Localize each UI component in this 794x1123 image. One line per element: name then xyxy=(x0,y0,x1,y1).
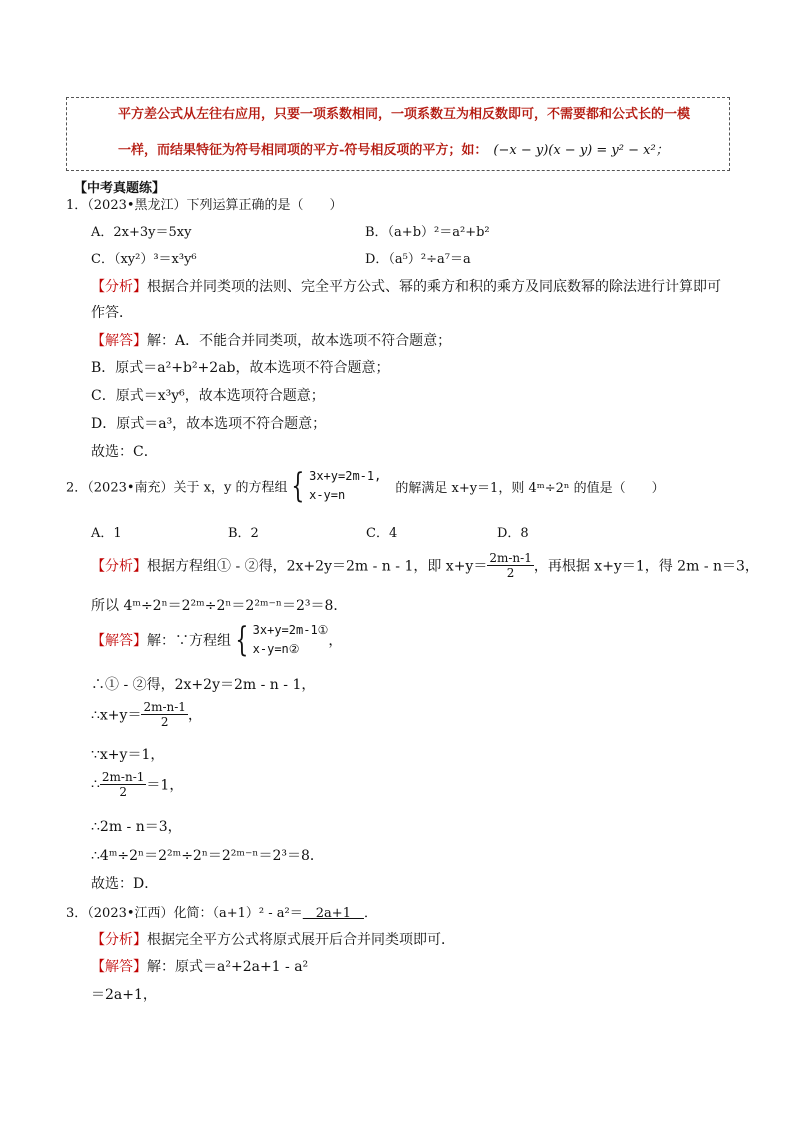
q2-stem-prefix: 2．（2023•南充）关于 x，y 的方程组 xyxy=(66,480,288,496)
q1-answer-tag: 【解答】 xyxy=(91,333,147,349)
q1-option-b: B．（a+b）²＝a²+b² xyxy=(365,225,490,240)
q1-line-b: B．原式＝a²+b²+2ab，故本选项不符合题意； xyxy=(91,360,390,376)
q2-step-4 xyxy=(91,770,183,806)
q2-stem xyxy=(66,467,665,515)
q1-stem: 1．（2023•黑龙江）下列运算正确的是（ ） xyxy=(66,198,343,213)
q1-option-c: C．（xy²）³＝x³y⁶ xyxy=(91,252,197,267)
q3-stem xyxy=(66,902,377,921)
q1-choose: 故选：C． xyxy=(91,444,158,460)
q2-analysis-b: ，再根据 x+y＝1，得 2m - n＝3， xyxy=(533,558,759,575)
q1-answer-a: 解：A．不能合并同类项，故本选项不符合题意； xyxy=(147,333,452,349)
q2-step-6: ∴4ᵐ÷2ⁿ＝2²ᵐ÷2ⁿ＝2²ᵐ⁻ⁿ＝2³＝8． xyxy=(91,848,324,864)
q2-stem-suffix: 的解满足 x+y＝1，则 4ᵐ÷2ⁿ 的值是（ ） xyxy=(395,480,665,496)
fraction-numerator: 2m-n-1 xyxy=(143,700,186,714)
q2-step-5: ∴2m - n＝3， xyxy=(91,819,182,835)
q2-step-4-fraction xyxy=(100,770,147,799)
q3-answer-blank: 2a+1 xyxy=(302,906,364,921)
q2-option-b: B．2 xyxy=(228,526,259,541)
section-title: 【中考真题练】 xyxy=(74,181,166,196)
left-brace: { xyxy=(235,620,249,660)
q2-step-2a: ∴x+y＝ xyxy=(91,707,142,724)
fraction-denominator: 2 xyxy=(119,785,127,799)
q1-option-d: D．（a⁵）²÷a⁷＝a xyxy=(365,252,471,267)
q2-option-a: A．1 xyxy=(91,526,122,541)
q3-answer-2: ＝2a+1， xyxy=(91,987,157,1003)
q1-analysis-text: 根据合并同类项的法则、完全平方公式、幂的乘方和积的乘方及同底数幂的除法进行计算即可 xyxy=(147,279,721,295)
q2-answer-eq2: x-y=n② xyxy=(252,642,300,656)
q2-analysis-a: 根据方程组① - ②得，2x+2y＝2m - n - 1，即 x+y＝ xyxy=(147,558,488,575)
q2-system xyxy=(309,467,381,505)
q2-step-4b: ＝1， xyxy=(146,777,184,794)
tip-line-2-text: 一样，而结果特征为符号相同项的平方-符号相反项的平方；如： xyxy=(118,143,488,158)
q3-answer xyxy=(91,956,308,976)
q1-analysis-cont: 作答． xyxy=(91,305,133,321)
q2-answer-system xyxy=(253,621,329,659)
q2-answer xyxy=(91,621,342,665)
q2-analysis-cont: 所以 4ᵐ÷2ⁿ＝2²ᵐ÷2ⁿ＝2²ᵐ⁻ⁿ＝2³＝8． xyxy=(91,598,348,614)
q2-step-2 xyxy=(91,700,202,736)
q2-step-4a: ∴ xyxy=(91,776,100,793)
q2-analysis-fraction xyxy=(487,551,534,580)
q1-analysis xyxy=(91,276,721,296)
q3-stem-end: ． xyxy=(363,906,377,921)
q2-step-3: ∵x+y＝1， xyxy=(91,747,165,763)
fraction-denominator: 2 xyxy=(506,566,515,580)
q3-analysis-tag: 【分析】 xyxy=(91,932,147,948)
fraction-numerator: 2m-n-1 xyxy=(489,551,532,565)
q2-system-eq2: x-y=n xyxy=(309,488,346,502)
q2-answer-tag: 【解答】 xyxy=(91,633,147,649)
q2-step-2b: ， xyxy=(187,707,202,724)
q2-analysis-tag: 【分析】 xyxy=(91,558,147,575)
q2-option-c: C．4 xyxy=(366,526,398,541)
q2-option-d: D．8 xyxy=(497,526,529,541)
tip-formula: (−x − y)(x − y) = y² − x²； xyxy=(493,143,669,158)
q2-choose: 故选：D． xyxy=(91,876,159,892)
left-brace: { xyxy=(291,466,305,506)
q1-option-a: A．2x+3y＝5xy xyxy=(91,225,192,240)
q1-analysis-tag: 【分析】 xyxy=(91,279,147,295)
q1-line-c: C．原式＝x³y⁶，故本选项符合题意； xyxy=(91,388,325,404)
q3-analysis xyxy=(91,929,455,949)
q1-answer xyxy=(91,330,451,350)
q3-answer-1: 解：原式＝a²+2a+1 - a² xyxy=(147,959,309,975)
q2-step-2-fraction xyxy=(141,700,188,729)
q3-stem-text: 3．（2023•江西）化简：（a+1）² - a²＝ xyxy=(66,906,303,921)
q2-answer-b: ， xyxy=(328,633,343,649)
q3-analysis-text: 根据完全平方公式将原式展开后合并同类项即可． xyxy=(147,932,455,948)
q2-analysis xyxy=(91,551,759,583)
q3-answer-tag: 【解答】 xyxy=(91,959,147,975)
tip-line-2 xyxy=(118,139,669,158)
fraction-numerator: 2m-n-1 xyxy=(101,770,145,784)
tip-line-1: 平方差公式从左往右应用，只要一项系数相同，一项系数互为相反数即可，不需要都和公式长的一模 xyxy=(118,107,691,122)
q2-answer-eq1: 3x+y=2m-1① xyxy=(252,623,329,637)
fraction-denominator: 2 xyxy=(160,715,169,729)
q2-system-eq1: 3x+y=2m-1, xyxy=(309,469,382,483)
q1-line-d: D．原式＝a³，故本选项不符合题意； xyxy=(91,416,327,432)
q2-answer-a: 解：∵方程组 xyxy=(147,633,231,649)
q2-step-1: ∴① - ②得，2x+2y＝2m - n - 1， xyxy=(91,677,316,693)
